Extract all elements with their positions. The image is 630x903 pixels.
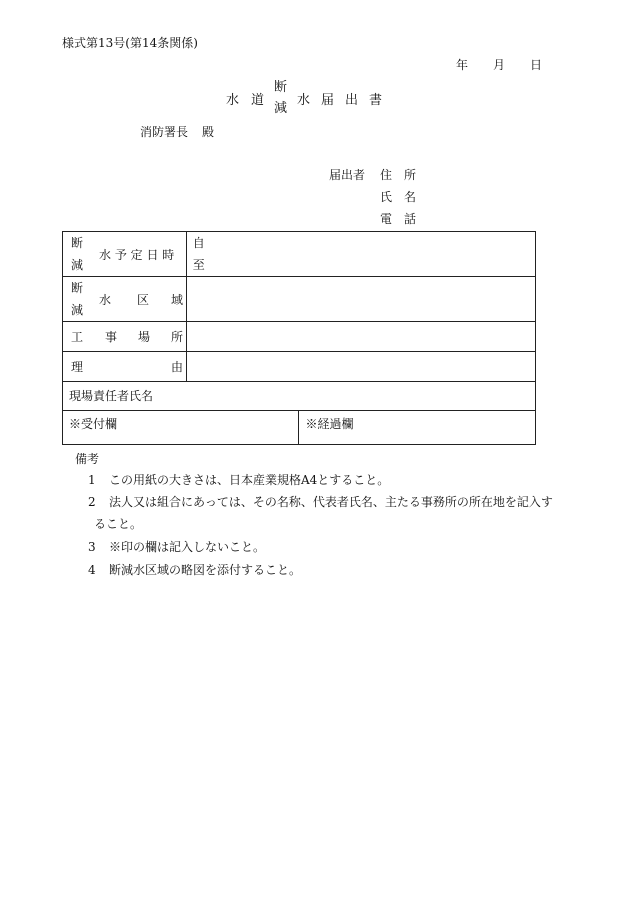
title-char: 道 — [251, 93, 265, 108]
addressee-name: 消防署長 — [140, 125, 189, 139]
date-year-label: 年 — [456, 58, 469, 72]
site-label-char: 所 — [171, 330, 184, 344]
progress-cell — [299, 411, 536, 445]
note-number: 2 — [88, 495, 96, 509]
name-label-2: 名 — [404, 190, 417, 204]
label-dan: 断 — [71, 236, 84, 250]
notification-table — [62, 231, 536, 445]
phone-label-2: 話 — [404, 212, 417, 226]
title-char: 水 — [226, 93, 240, 108]
office-use-row — [63, 411, 536, 445]
date-day-label: 日 — [530, 58, 543, 72]
area-label-char: 水 — [99, 293, 112, 307]
date-month-label: 月 — [493, 58, 506, 72]
name-label-1: 氏 — [380, 190, 393, 204]
title-char: 出 — [345, 93, 359, 108]
note-text: 法人又は組合にあっては、その名称、代表者氏名、主たる事務所の所在地を記入す — [109, 495, 553, 509]
area-row — [63, 277, 536, 322]
supervisor-row — [63, 382, 536, 411]
note-text: 断減水区域の略図を添付すること。 — [109, 563, 302, 577]
address-label-2: 所 — [404, 168, 417, 182]
site-label-char: 事 — [105, 330, 118, 344]
note-number: 4 — [88, 563, 96, 577]
phone-label-1: 電 — [380, 212, 393, 226]
note-text: この用紙の大きさは、日本産業規格A4とすること。 — [109, 473, 390, 487]
supervisor-label: 現場責任者氏名 — [69, 389, 154, 403]
progress-label: ※経過欄 — [305, 417, 354, 431]
title-char: 水 — [297, 93, 311, 108]
site-label-cell — [63, 322, 187, 352]
schedule-row — [63, 232, 536, 277]
applicant-label: 届出者 — [329, 168, 366, 182]
receipt-label: ※受付欄 — [69, 417, 118, 431]
reason-label-char: 理 — [71, 360, 84, 374]
address-label-1: 住 — [380, 168, 393, 182]
from-label: 自 — [192, 236, 205, 250]
receipt-cell — [63, 411, 299, 445]
reason-row — [63, 352, 536, 382]
note-text-continued: ること。 — [94, 517, 143, 531]
site-value-cell[interactable] — [186, 322, 535, 352]
to-label: 至 — [192, 258, 205, 272]
schedule-label: 水 予 定 日 時 — [99, 248, 175, 262]
title-char: 届 — [321, 93, 335, 108]
schedule-value-cell[interactable] — [186, 232, 535, 277]
reason-value-cell[interactable] — [186, 352, 535, 382]
title-option-gen: 減 — [274, 101, 288, 116]
notes-heading: 備考 — [75, 452, 100, 466]
supervisor-cell[interactable] — [63, 382, 536, 411]
label-gen: 減 — [71, 303, 84, 317]
note-text: ※印の欄は記入しないこと。 — [109, 540, 266, 554]
site-row — [63, 322, 536, 352]
reason-label-char: 由 — [171, 360, 184, 374]
label-gen: 減 — [71, 258, 84, 272]
schedule-label-cell — [63, 232, 187, 277]
addressee-honorific: 殿 — [202, 125, 215, 139]
title-char: 書 — [369, 93, 383, 108]
area-label-cell — [63, 277, 187, 322]
site-label-char: 場 — [138, 330, 151, 344]
reason-label-cell — [63, 352, 187, 382]
site-label-char: 工 — [71, 330, 84, 344]
form-number: 様式第13号(第14条関係) — [62, 36, 198, 50]
title-option-dan: 断 — [274, 80, 288, 95]
note-number: 1 — [88, 473, 96, 487]
note-number: 3 — [88, 540, 96, 554]
label-dan: 断 — [71, 281, 84, 295]
area-value-cell[interactable] — [186, 277, 535, 322]
area-label-char: 域 — [171, 293, 184, 307]
area-label-char: 区 — [137, 293, 150, 307]
